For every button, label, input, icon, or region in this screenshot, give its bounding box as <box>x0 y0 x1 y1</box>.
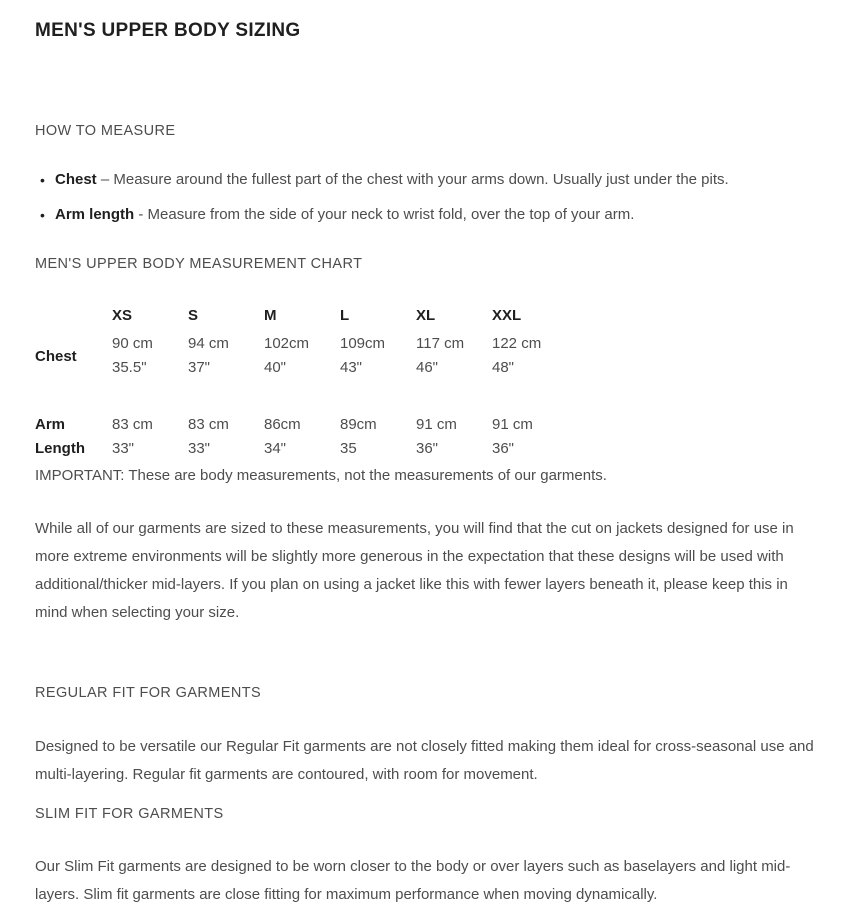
cm-value: 86cm <box>264 416 301 433</box>
inch-value: 33" <box>188 440 211 457</box>
size-col-header: XXL <box>492 307 522 324</box>
size-col-header: XL <box>416 307 436 324</box>
list-item-arm-length <box>35 207 823 223</box>
size-cell <box>112 413 188 461</box>
inch-value: 46" <box>416 359 439 376</box>
inch-value: 48" <box>492 359 515 376</box>
inch-value: 35 <box>340 440 357 457</box>
size-cell <box>264 332 340 380</box>
inch-value: 36" <box>416 440 439 457</box>
section-heading-regular-fit: REGULAR FIT FOR GARMENTS <box>35 685 262 701</box>
row-label-line: Arm <box>35 416 66 433</box>
cm-value: 102cm <box>264 335 310 352</box>
inch-value: 37" <box>188 359 211 376</box>
page-title: MEN'S UPPER BODY SIZING <box>35 20 301 41</box>
arm-length-row <box>35 413 823 461</box>
regular-fit-paragraph: Designed to be versatile our Regular Fit garments are not closely fitted making them ideal for cross-seasonal use and multi-layering. Regular fit garments are contoured, with room for movement. <box>35 738 814 783</box>
cm-value: 89cm <box>340 416 377 433</box>
size-col-header: L <box>340 307 350 324</box>
measure-description: Measure around the fullest part of the chest with your arms down. Usually just under the pits. <box>113 171 729 188</box>
measure-separator: – <box>96 171 114 188</box>
size-col-header: M <box>264 307 277 324</box>
inch-value: 40" <box>264 359 287 376</box>
header-spacer <box>35 304 112 328</box>
measure-term: Chest <box>55 171 97 188</box>
measure-term: Arm length <box>55 206 135 223</box>
inch-value: 36" <box>492 440 515 457</box>
bullet-icon: • <box>40 172 45 188</box>
size-cell <box>416 413 492 461</box>
cm-value: 122 cm <box>492 335 542 352</box>
cm-value: 117 cm <box>416 335 465 352</box>
inch-value: 43" <box>340 359 363 376</box>
sizing-note-paragraph: While all of our garments are sized to these measurements, you will find that the cut on jackets designed for use in more extreme environments will be slightly more generous in the expectation that these designs will be used with additional/thicker mid-layers. If you plan on using a jacket like this with fewer layers beneath it, please keep this in mind when selecting your size. <box>35 520 794 621</box>
size-cell <box>416 332 492 380</box>
cm-value: 91 cm <box>416 416 457 433</box>
size-cell <box>492 332 568 380</box>
section-heading-measurement-chart: MEN'S UPPER BODY MEASUREMENT CHART <box>35 256 363 272</box>
cm-value: 83 cm <box>188 416 229 433</box>
row-label-arm-length <box>35 413 112 461</box>
section-heading-slim-fit: SLIM FIT FOR GARMENTS <box>35 806 224 822</box>
size-cell <box>492 413 568 461</box>
row-label-line: Length <box>35 440 85 457</box>
size-col-header: XS <box>112 307 133 324</box>
row-label-chest: Chest <box>35 347 77 365</box>
cm-value: 94 cm <box>188 335 229 352</box>
size-col-header: S <box>188 307 199 324</box>
size-chart-header-row <box>35 304 823 328</box>
size-chart-table <box>35 304 823 461</box>
measure-separator: - <box>134 206 148 223</box>
measure-description: Measure from the side of your neck to wrist fold, over the top of your arm. <box>147 206 635 223</box>
bullet-icon: • <box>40 207 45 223</box>
cm-value: 90 cm <box>112 335 153 352</box>
cm-value: 83 cm <box>112 416 153 433</box>
list-item-chest <box>35 172 823 188</box>
slim-fit-paragraph: Our Slim Fit garments are designed to be worn closer to the body or over layers such as baselayers and light mid-layers. Slim fit garments are close fitting for maximum performance when moving dynamically. <box>35 858 791 903</box>
chest-row <box>35 332 823 380</box>
inch-value: 33" <box>112 440 135 457</box>
cm-value: 109cm <box>340 335 386 352</box>
size-cell <box>112 332 188 380</box>
size-cell <box>340 332 416 380</box>
cm-value: 91 cm <box>492 416 533 433</box>
important-note: IMPORTANT: These are body measurements, not the measurements of our garments. <box>35 467 607 484</box>
inch-value: 35.5" <box>112 359 147 376</box>
section-heading-how-to-measure: HOW TO MEASURE <box>35 123 176 139</box>
size-cell <box>340 413 416 461</box>
size-cell <box>264 413 340 461</box>
size-cell <box>188 413 264 461</box>
inch-value: 34" <box>264 440 287 457</box>
size-cell <box>188 332 264 380</box>
measure-list <box>35 172 823 223</box>
